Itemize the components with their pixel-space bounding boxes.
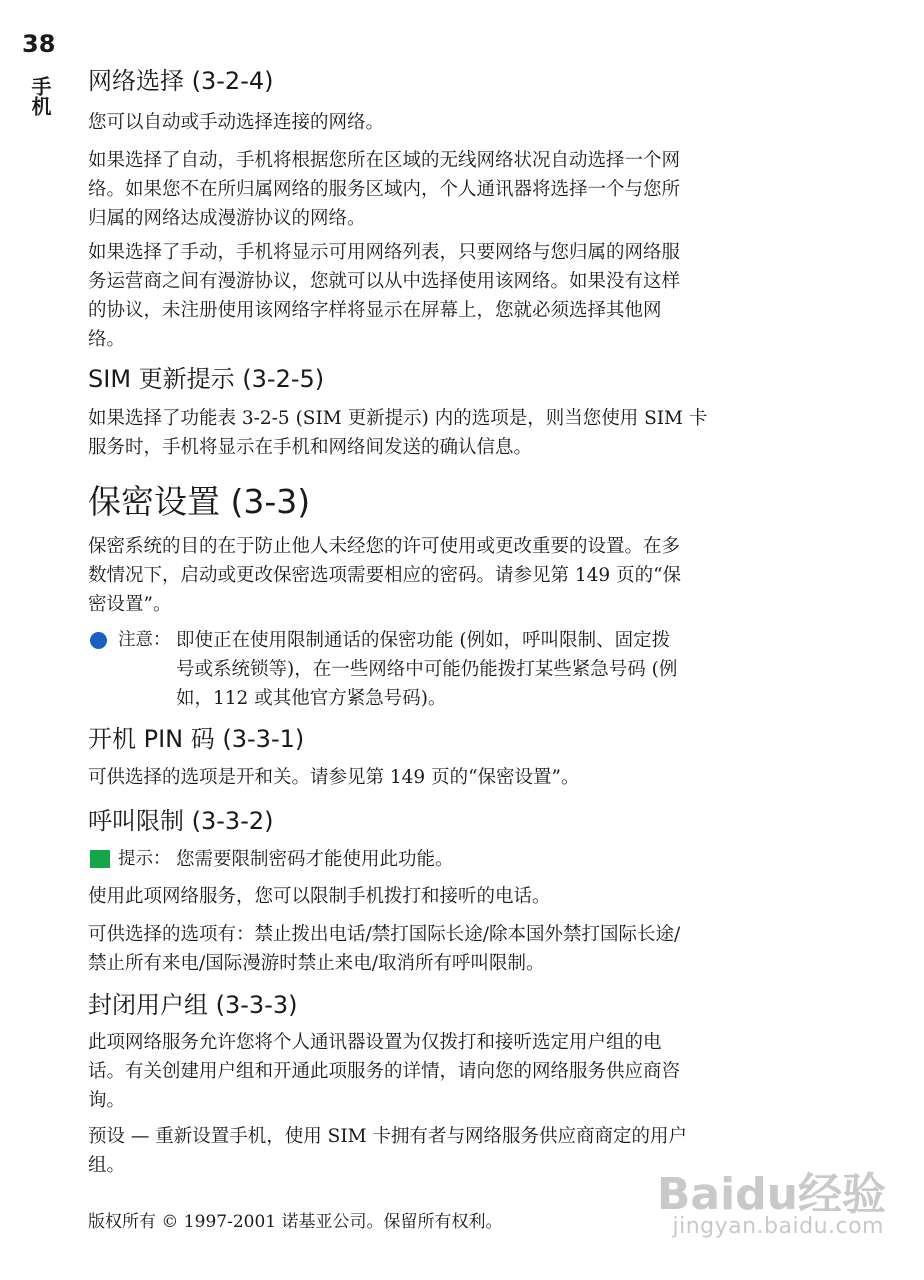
note-box (88, 626, 818, 716)
paragraph (88, 882, 814, 911)
heading-security-settings: 保密设置 (3-3) (88, 482, 311, 521)
paragraph (88, 146, 814, 233)
text-line: 服务时，手机将显示在手机和网络间发送的确认信息。 (88, 437, 533, 458)
paragraph (88, 532, 814, 619)
text-line: 即使正在使用限制通话的保密功能 (例如，呼叫限制、固定拨 (176, 630, 671, 651)
baidu-jingyan-watermark (656, 1152, 886, 1262)
copyright-footer: 版权所有 © 1997-2001 诺基亚公司。保留所有权利。 (88, 1212, 503, 1232)
text-line: 络。如果您不在所归属网络的服务区域内，个人通讯器将选择一个与您所 (88, 179, 681, 200)
text-line: 如果选择了功能表 3-2-5 (SIM 更新提示) 内的选项是，则当您使用 SIM 卡 (88, 408, 708, 429)
text-line: 如果选择了自动，手机将根据您所在区域的无线网络状况自动选择一个网 (88, 150, 681, 171)
text-line: 您可以自动或手动选择连接的网络。 (88, 112, 385, 133)
page-number: 38 (22, 30, 56, 58)
tip-bullet-icon (90, 850, 110, 868)
watermark-logo: Baidu经验 (656, 1169, 886, 1220)
chapter-side-tab: 手机 (28, 76, 52, 116)
heading-power-on-pin: 开机 PIN 码 (3-3-1) (88, 725, 305, 753)
paragraph (88, 108, 814, 137)
note-bullet-icon (90, 632, 107, 649)
text-line: 如果选择了手动，手机将显示可用网络列表，只要网络与您归属的网络服 (88, 242, 681, 263)
text-line: 可供选择的选项有：禁止拨出电话/禁打国际长途/除本国外禁打国际长途/ (88, 924, 681, 945)
tip-label: 提示： (118, 849, 171, 869)
heading-call-barring: 呼叫限制 (3-3-2) (88, 807, 274, 835)
paragraph (88, 238, 814, 354)
paragraph (88, 920, 814, 978)
text-line: 话。有关创建用户组和开通此项服务的详情，请向您的网络服务供应商咨 (88, 1061, 681, 1082)
text-line: 组。 (88, 1155, 126, 1176)
heading-network-selection: 网络选择 (3-2-4) (88, 67, 274, 95)
paragraph (88, 1028, 814, 1115)
text-line: 此项网络服务允许您将个人通讯器设置为仅拨打和接听选定用户组的电 (88, 1032, 662, 1053)
text-line: 禁止所有来电/国际漫游时禁止来电/取消所有呼叫限制。 (88, 953, 545, 974)
text-line: 密设置”。 (88, 594, 172, 615)
text-line: 可供选择的选项是开和关。请参见第 149 页的“保密设置”。 (88, 767, 580, 788)
text-line: 您需要限制密码才能使用此功能。 (176, 849, 454, 870)
paragraph (88, 404, 814, 462)
text-line: 归属的网络达成漫游协议的网络。 (88, 208, 366, 229)
text-line: 如，112 或其他官方紧急号码)。 (176, 688, 447, 709)
text-line: 预设 — 重新设置手机，使用 SIM 卡拥有者与网络服务供应商商定的用户 (88, 1126, 687, 1147)
text-line: 询。 (88, 1090, 126, 1111)
note-body (176, 626, 816, 713)
tip-box (88, 845, 818, 875)
text-line: 号或系统锁等)，在一些网络中可能仍能拨打某些紧急号码 (例 (176, 659, 678, 680)
text-line: 务运营商之间有漫游协议，您就可以从中选择使用该网络。如果没有这样 (88, 271, 681, 292)
note-label: 注意： (118, 630, 171, 650)
text-line: 数情况下，启动或更改保密选项需要相应的密码。请参见第 149 页的“保 (88, 565, 682, 586)
text-line: 使用此项网络服务，您可以限制手机拨打和接听的电话。 (88, 886, 551, 907)
text-line: 的协议，未注册使用该网络字样将显示在屏幕上，您就必须选择其他网 (88, 300, 662, 321)
text-line: 保密系统的目的在于防止他人未经您的许可使用或更改重要的设置。在多 (88, 536, 681, 557)
watermark-url: jingyan.baidu.com (672, 1214, 884, 1239)
tip-body (176, 845, 816, 874)
heading-sim-update-prompt: SIM 更新提示 (3-2-5) (88, 365, 325, 393)
text-line: 络。 (88, 329, 126, 350)
heading-closed-user-group: 封闭用户组 (3-3-3) (88, 991, 298, 1019)
paragraph (88, 763, 814, 792)
